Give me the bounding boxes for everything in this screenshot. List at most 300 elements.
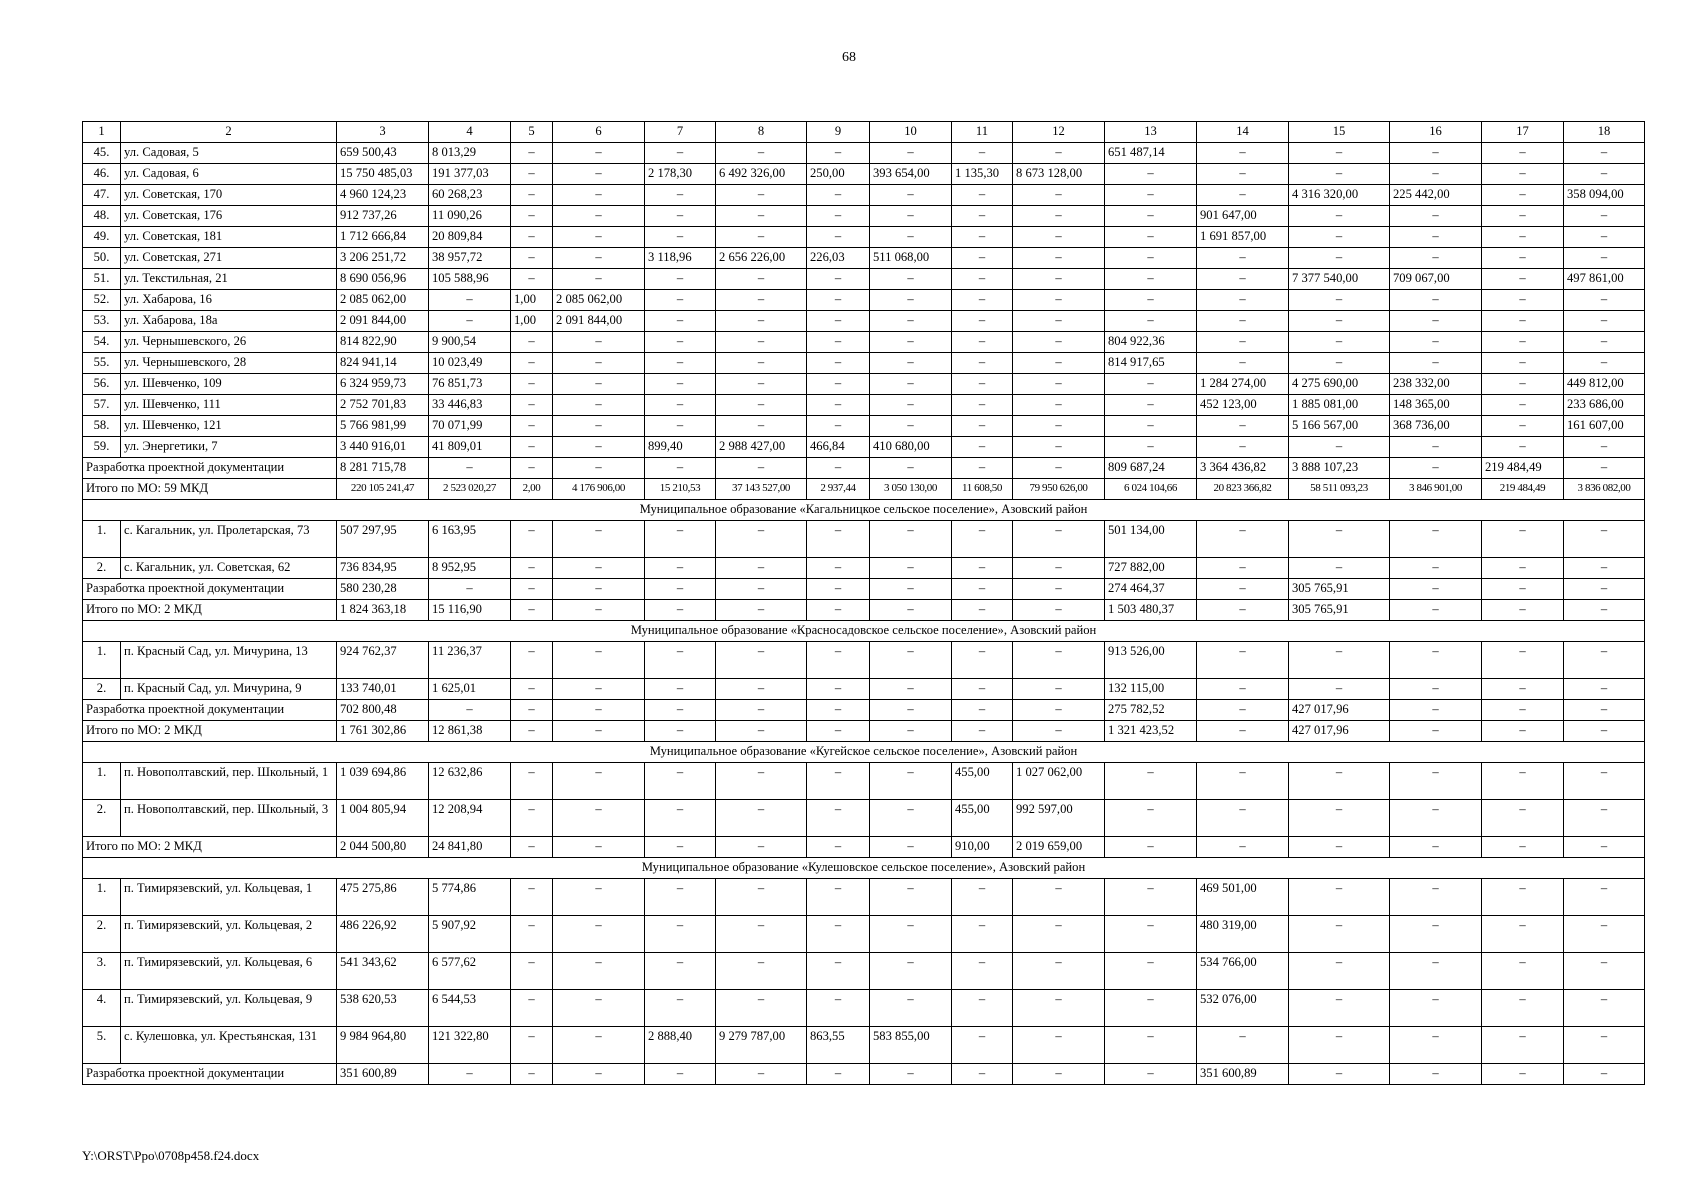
column-header-cell: 14: [1197, 122, 1289, 143]
value-cell: –: [870, 1064, 952, 1085]
value-cell: –: [1390, 332, 1482, 353]
row-number: 2.: [83, 558, 121, 579]
value-cell: 15 116,90: [429, 600, 511, 621]
value-cell: 358 094,00: [1564, 185, 1645, 206]
value-cell: –: [1390, 248, 1482, 269]
table-row: [83, 558, 1645, 579]
value-cell: –: [1105, 879, 1197, 916]
value-cell: –: [1197, 269, 1289, 290]
value-cell: –: [807, 837, 870, 858]
value-cell: –: [511, 416, 553, 437]
value-cell: –: [870, 311, 952, 332]
section-title: Муниципальное образование «Кулешовское сельское поселение», Азовский район: [83, 858, 1645, 879]
value-cell: –: [1289, 916, 1390, 953]
value-cell: –: [1482, 353, 1564, 374]
value-cell: 814 822,90: [337, 332, 429, 353]
table-row: [83, 763, 1645, 800]
value-cell: 709 067,00: [1390, 269, 1482, 290]
value-cell: 275 782,52: [1105, 700, 1197, 721]
value-cell: –: [1564, 990, 1645, 1027]
value-cell: –: [1289, 763, 1390, 800]
value-cell: –: [429, 1064, 511, 1085]
value-cell: –: [1105, 395, 1197, 416]
value-cell: –: [1105, 437, 1197, 458]
column-header-cell: 17: [1482, 122, 1564, 143]
value-cell: –: [645, 916, 716, 953]
row-number: 52.: [83, 290, 121, 311]
value-cell: –: [1482, 579, 1564, 600]
value-cell: –: [952, 953, 1013, 990]
value-cell: –: [716, 458, 807, 479]
value-cell: –: [807, 558, 870, 579]
value-cell: –: [870, 416, 952, 437]
table-row: [83, 800, 1645, 837]
value-cell: –: [511, 879, 553, 916]
row-number: 58.: [83, 416, 121, 437]
row-number: 59.: [83, 437, 121, 458]
value-cell: –: [716, 143, 807, 164]
value-cell: –: [1013, 953, 1105, 990]
value-cell: –: [1013, 437, 1105, 458]
value-cell: –: [807, 700, 870, 721]
value-cell: 12 208,94: [429, 800, 511, 837]
value-cell: –: [807, 185, 870, 206]
column-header-cell: 9: [807, 122, 870, 143]
value-cell: –: [511, 763, 553, 800]
value-cell: –: [1390, 763, 1482, 800]
value-cell: –: [807, 600, 870, 621]
value-cell: –: [1482, 332, 1564, 353]
value-cell: –: [1564, 248, 1645, 269]
value-cell: –: [1013, 990, 1105, 1027]
value-cell: 1 503 480,37: [1105, 600, 1197, 621]
column-header-cell: 16: [1390, 122, 1482, 143]
value-cell: –: [553, 800, 645, 837]
address-cell: п. Тимирязевский, ул. Кольцевая, 2: [121, 916, 337, 953]
row-label: Итого по МО: 59 МКД: [83, 479, 337, 500]
value-cell: –: [716, 332, 807, 353]
value-cell: 507 297,95: [337, 521, 429, 558]
value-cell: –: [645, 353, 716, 374]
value-cell: –: [1564, 437, 1645, 458]
value-cell: –: [716, 206, 807, 227]
value-cell: –: [429, 579, 511, 600]
value-cell: –: [952, 395, 1013, 416]
value-cell: –: [1197, 558, 1289, 579]
table-row: [83, 353, 1645, 374]
value-cell: –: [1390, 558, 1482, 579]
address-cell: ул. Шевченко, 121: [121, 416, 337, 437]
value-cell: 58 511 093,23: [1289, 479, 1390, 500]
value-cell: –: [1105, 290, 1197, 311]
value-cell: 410 680,00: [870, 437, 952, 458]
value-cell: 76 851,73: [429, 374, 511, 395]
value-cell: 5 166 567,00: [1289, 416, 1390, 437]
value-cell: –: [1564, 953, 1645, 990]
value-cell: –: [1013, 395, 1105, 416]
value-cell: 1,00: [511, 290, 553, 311]
value-cell: –: [807, 416, 870, 437]
value-cell: 79 950 626,00: [1013, 479, 1105, 500]
value-cell: –: [511, 558, 553, 579]
value-cell: –: [511, 679, 553, 700]
address-cell: ул. Советская, 176: [121, 206, 337, 227]
value-cell: –: [1197, 332, 1289, 353]
value-cell: –: [511, 1027, 553, 1064]
value-cell: –: [716, 416, 807, 437]
value-cell: –: [952, 700, 1013, 721]
value-cell: –: [511, 353, 553, 374]
value-cell: –: [1564, 521, 1645, 558]
value-cell: –: [807, 143, 870, 164]
value-cell: –: [1390, 143, 1482, 164]
value-cell: –: [870, 721, 952, 742]
value-cell: –: [870, 579, 952, 600]
value-cell: –: [807, 206, 870, 227]
value-cell: –: [1197, 437, 1289, 458]
table-row: [83, 1027, 1645, 1064]
value-cell: –: [716, 800, 807, 837]
value-cell: 368 736,00: [1390, 416, 1482, 437]
value-cell: –: [1390, 879, 1482, 916]
value-cell: –: [952, 227, 1013, 248]
value-cell: –: [645, 642, 716, 679]
value-cell: 501 134,00: [1105, 521, 1197, 558]
value-cell: –: [553, 416, 645, 437]
value-cell: 3 836 082,00: [1564, 479, 1645, 500]
value-cell: –: [952, 990, 1013, 1027]
value-cell: –: [716, 990, 807, 1027]
value-cell: –: [1013, 521, 1105, 558]
value-cell: –: [1289, 953, 1390, 990]
value-cell: 105 588,96: [429, 269, 511, 290]
value-cell: –: [645, 143, 716, 164]
value-cell: 1 712 666,84: [337, 227, 429, 248]
value-cell: –: [511, 800, 553, 837]
value-cell: 2 091 844,00: [337, 311, 429, 332]
value-cell: 9 900,54: [429, 332, 511, 353]
column-header-cell: 13: [1105, 122, 1197, 143]
value-cell: –: [553, 879, 645, 916]
value-cell: –: [1482, 248, 1564, 269]
value-cell: 727 882,00: [1105, 558, 1197, 579]
value-cell: –: [511, 521, 553, 558]
value-cell: –: [553, 700, 645, 721]
value-cell: 24 841,80: [429, 837, 511, 858]
value-cell: –: [1013, 579, 1105, 600]
value-cell: –: [1105, 269, 1197, 290]
value-cell: –: [1482, 721, 1564, 742]
value-cell: –: [1289, 1027, 1390, 1064]
value-cell: –: [1564, 600, 1645, 621]
row-number: 2.: [83, 679, 121, 700]
value-cell: –: [553, 143, 645, 164]
column-header-cell: 4: [429, 122, 511, 143]
value-cell: 351 600,89: [337, 1064, 429, 1085]
value-cell: –: [1390, 521, 1482, 558]
value-cell: –: [511, 916, 553, 953]
value-cell: –: [1564, 700, 1645, 721]
value-cell: –: [1289, 248, 1390, 269]
value-cell: –: [553, 374, 645, 395]
value-cell: 5 907,92: [429, 916, 511, 953]
value-cell: –: [952, 579, 1013, 600]
value-cell: –: [1197, 837, 1289, 858]
value-cell: –: [716, 227, 807, 248]
column-header-cell: 18: [1564, 122, 1645, 143]
value-cell: 4 960 124,23: [337, 185, 429, 206]
value-cell: 486 226,92: [337, 916, 429, 953]
summary-row: [83, 700, 1645, 721]
value-cell: –: [952, 916, 1013, 953]
value-cell: –: [1390, 642, 1482, 679]
value-cell: –: [511, 721, 553, 742]
value-cell: –: [1482, 437, 1564, 458]
table-row: [83, 374, 1645, 395]
address-cell: с. Кагальник, ул. Советская, 62: [121, 558, 337, 579]
value-cell: 225 442,00: [1390, 185, 1482, 206]
value-cell: 9 984 964,80: [337, 1027, 429, 1064]
value-cell: –: [511, 1064, 553, 1085]
value-cell: –: [952, 185, 1013, 206]
value-cell: –: [870, 206, 952, 227]
value-cell: –: [870, 837, 952, 858]
value-cell: –: [1105, 916, 1197, 953]
value-cell: –: [1390, 437, 1482, 458]
value-cell: –: [1013, 679, 1105, 700]
value-cell: –: [1289, 642, 1390, 679]
value-cell: 511 068,00: [870, 248, 952, 269]
value-cell: –: [553, 1064, 645, 1085]
value-cell: –: [870, 700, 952, 721]
value-cell: 6 324 959,73: [337, 374, 429, 395]
value-cell: 1 885 081,00: [1289, 395, 1390, 416]
value-cell: –: [1013, 1064, 1105, 1085]
value-cell: –: [1289, 800, 1390, 837]
value-cell: 305 765,91: [1289, 600, 1390, 621]
summary-row: [83, 600, 1645, 621]
value-cell: –: [807, 227, 870, 248]
value-cell: 824 941,14: [337, 353, 429, 374]
row-label: Разработка проектной документации: [83, 579, 337, 600]
value-cell: 2 752 701,83: [337, 395, 429, 416]
row-number: 2.: [83, 916, 121, 953]
value-cell: –: [1013, 290, 1105, 311]
value-cell: –: [870, 600, 952, 621]
value-cell: –: [429, 290, 511, 311]
value-cell: –: [870, 679, 952, 700]
address-cell: ул. Садовая, 5: [121, 143, 337, 164]
value-cell: 233 686,00: [1564, 395, 1645, 416]
column-header-cell: 12: [1013, 122, 1105, 143]
value-cell: –: [1013, 916, 1105, 953]
footer-file-path: Y:\ORST\Ppo\0708p458.f24.docx: [82, 1148, 260, 1163]
value-cell: 8 952,95: [429, 558, 511, 579]
value-cell: –: [716, 916, 807, 953]
value-cell: 452 123,00: [1197, 395, 1289, 416]
table-row: [83, 311, 1645, 332]
value-cell: –: [807, 458, 870, 479]
value-cell: –: [1564, 800, 1645, 837]
value-cell: 3 440 916,01: [337, 437, 429, 458]
value-cell: 8 690 056,96: [337, 269, 429, 290]
value-cell: 1 284 274,00: [1197, 374, 1289, 395]
value-cell: 466,84: [807, 437, 870, 458]
value-cell: –: [1105, 164, 1197, 185]
value-cell: 1 039 694,86: [337, 763, 429, 800]
value-cell: –: [645, 290, 716, 311]
value-cell: 2 085 062,00: [553, 290, 645, 311]
row-number: 53.: [83, 311, 121, 332]
value-cell: –: [1289, 206, 1390, 227]
row-number: 1.: [83, 642, 121, 679]
value-cell: –: [716, 721, 807, 742]
value-cell: –: [645, 763, 716, 800]
value-cell: 2 178,30: [645, 164, 716, 185]
table-row: [83, 395, 1645, 416]
value-cell: –: [1105, 206, 1197, 227]
value-cell: –: [1013, 374, 1105, 395]
value-cell: 992 597,00: [1013, 800, 1105, 837]
value-cell: 132 115,00: [1105, 679, 1197, 700]
value-cell: 12 632,86: [429, 763, 511, 800]
value-cell: –: [511, 642, 553, 679]
value-cell: –: [1105, 837, 1197, 858]
row-number: 54.: [83, 332, 121, 353]
value-cell: –: [1013, 143, 1105, 164]
address-cell: ул. Садовая, 6: [121, 164, 337, 185]
value-cell: –: [429, 458, 511, 479]
value-cell: –: [807, 353, 870, 374]
value-cell: –: [1564, 458, 1645, 479]
address-cell: ул. Чернышевского, 28: [121, 353, 337, 374]
value-cell: –: [1390, 206, 1482, 227]
value-cell: –: [1390, 916, 1482, 953]
table-row: [83, 642, 1645, 679]
value-cell: –: [807, 800, 870, 837]
value-cell: 15 750 485,03: [337, 164, 429, 185]
table-row: [83, 143, 1645, 164]
value-cell: –: [1289, 521, 1390, 558]
value-cell: 1 824 363,18: [337, 600, 429, 621]
value-cell: –: [1289, 837, 1390, 858]
value-cell: 219 484,49: [1482, 479, 1564, 500]
column-header-cell: 1: [83, 122, 121, 143]
value-cell: 6 024 104,66: [1105, 479, 1197, 500]
address-cell: с. Кулешовка, ул. Крестьянская, 131: [121, 1027, 337, 1064]
value-cell: –: [1390, 290, 1482, 311]
value-cell: –: [645, 579, 716, 600]
value-cell: –: [1197, 290, 1289, 311]
value-cell: 583 855,00: [870, 1027, 952, 1064]
value-cell: –: [952, 1064, 1013, 1085]
value-cell: –: [1105, 227, 1197, 248]
address-cell: ул. Текстильная, 21: [121, 269, 337, 290]
value-cell: 15 210,53: [645, 479, 716, 500]
value-cell: –: [511, 395, 553, 416]
value-cell: –: [1390, 800, 1482, 837]
value-cell: –: [1390, 1027, 1482, 1064]
address-cell: ул. Советская, 170: [121, 185, 337, 206]
value-cell: –: [1390, 721, 1482, 742]
value-cell: 11 236,37: [429, 642, 511, 679]
value-cell: –: [645, 269, 716, 290]
value-cell: 2 937,44: [807, 479, 870, 500]
value-cell: –: [1482, 837, 1564, 858]
value-cell: 11 090,26: [429, 206, 511, 227]
value-cell: 12 861,38: [429, 721, 511, 742]
value-cell: –: [553, 458, 645, 479]
value-cell: –: [952, 600, 1013, 621]
total-row: [83, 479, 1645, 500]
table-row: [83, 679, 1645, 700]
value-cell: –: [645, 521, 716, 558]
value-cell: –: [1289, 558, 1390, 579]
value-cell: –: [553, 206, 645, 227]
value-cell: 5 774,86: [429, 879, 511, 916]
value-cell: –: [1564, 164, 1645, 185]
value-cell: –: [1482, 679, 1564, 700]
value-cell: –: [952, 521, 1013, 558]
value-cell: –: [1390, 458, 1482, 479]
address-cell: ул. Советская, 181: [121, 227, 337, 248]
value-cell: –: [716, 679, 807, 700]
table-row: [83, 953, 1645, 990]
value-cell: –: [1482, 916, 1564, 953]
value-cell: –: [1197, 721, 1289, 742]
row-number: 1.: [83, 879, 121, 916]
value-cell: –: [952, 269, 1013, 290]
value-cell: –: [1013, 206, 1105, 227]
value-cell: –: [1197, 1027, 1289, 1064]
value-cell: –: [1105, 990, 1197, 1027]
address-cell: ул. Шевченко, 109: [121, 374, 337, 395]
value-cell: –: [952, 1027, 1013, 1064]
value-cell: 3 364 436,82: [1197, 458, 1289, 479]
value-cell: –: [1482, 290, 1564, 311]
value-cell: 736 834,95: [337, 558, 429, 579]
value-cell: 538 620,53: [337, 990, 429, 1027]
value-cell: –: [1564, 353, 1645, 374]
value-cell: 10 023,49: [429, 353, 511, 374]
value-cell: –: [716, 579, 807, 600]
value-cell: –: [429, 700, 511, 721]
value-cell: –: [1197, 679, 1289, 700]
value-cell: 1 761 302,86: [337, 721, 429, 742]
value-cell: –: [645, 721, 716, 742]
value-cell: –: [1105, 374, 1197, 395]
section-header-row: [83, 500, 1645, 521]
table-row: [83, 990, 1645, 1027]
address-cell: п. Тимирязевский, ул. Кольцевая, 9: [121, 990, 337, 1027]
value-cell: –: [716, 642, 807, 679]
value-cell: –: [1197, 642, 1289, 679]
value-cell: –: [553, 990, 645, 1027]
value-cell: –: [952, 311, 1013, 332]
value-cell: –: [1013, 416, 1105, 437]
value-cell: 148 365,00: [1390, 395, 1482, 416]
value-cell: –: [1482, 164, 1564, 185]
value-cell: 455,00: [952, 763, 1013, 800]
value-cell: –: [553, 837, 645, 858]
value-cell: –: [716, 953, 807, 990]
value-cell: 6 163,95: [429, 521, 511, 558]
value-cell: –: [1564, 558, 1645, 579]
value-cell: –: [1564, 290, 1645, 311]
value-cell: –: [870, 521, 952, 558]
value-cell: –: [952, 374, 1013, 395]
value-cell: –: [870, 642, 952, 679]
